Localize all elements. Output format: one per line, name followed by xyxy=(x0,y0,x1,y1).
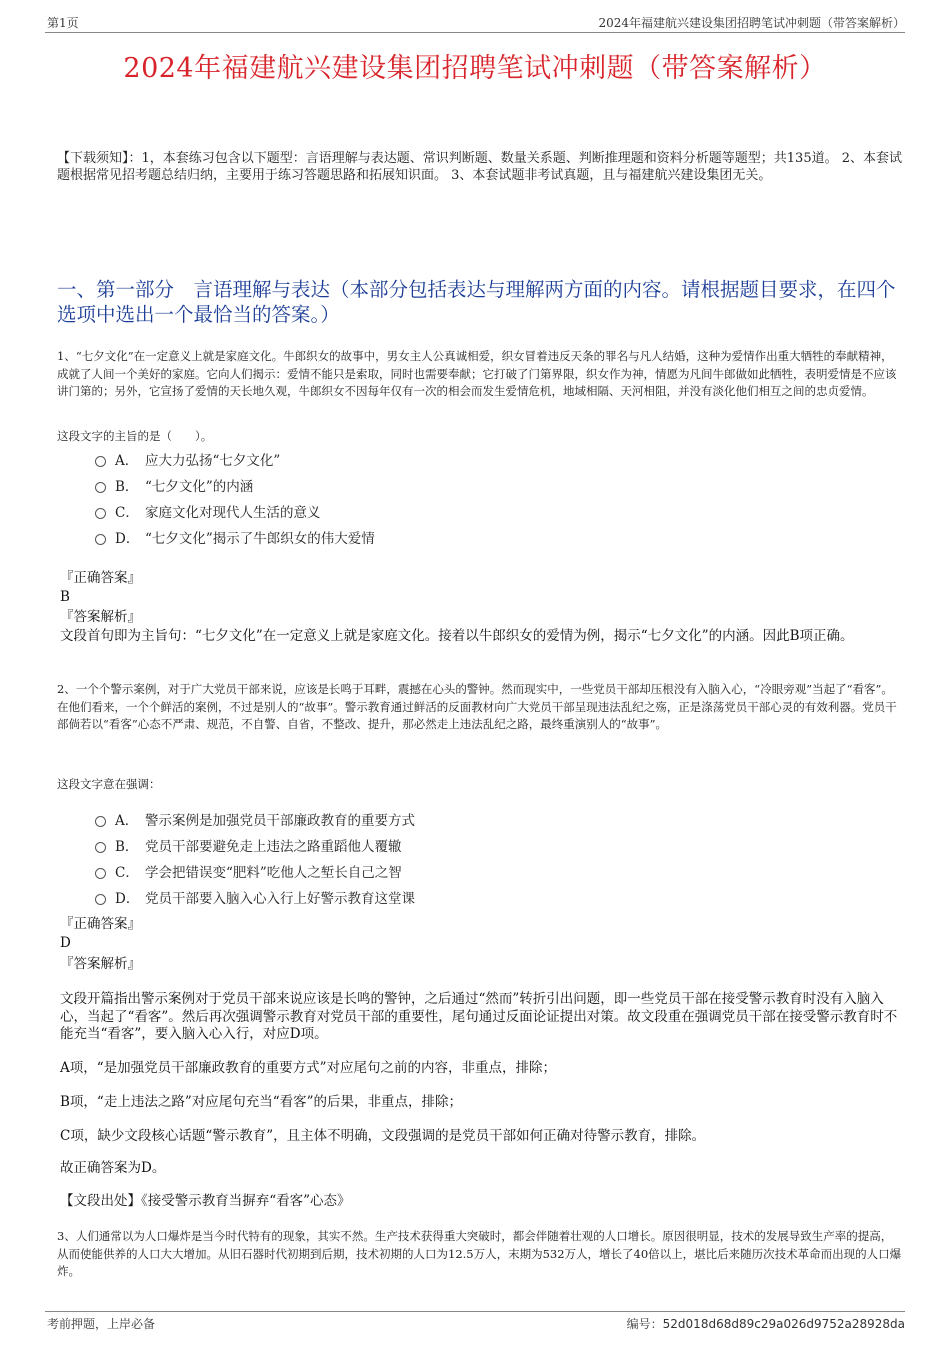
radio-icon[interactable] xyxy=(95,508,106,519)
question-1-text: 1、“七夕文化”在一定意义上就是家庭文化。牛郎织女的故事中，男女主人公真诚相爱，织女冒着违反天条的罪名与凡人结婚，这种为爱情作出重大牺牲的奉献精神，成就了人间一个美好的家庭。它向人们揭示：爱情不能只是索取，同时也需要奉献；它打破了门第界限，织女作为神，情愿为凡间牛郎做如此牺牲，表明爱情是不应该讲门第的；另外，它宣扬了爱情的天长地久观，牛郎织女不因每年仅有一次的相会而发生爱情危机，地域相隔、天河相阻，并没有淡化他们相互之间的忠贞爱情。 xyxy=(57,349,897,398)
option-text: 应大力弘扬“七夕文化” xyxy=(145,453,281,469)
option-b[interactable] xyxy=(95,832,415,858)
footer-rule xyxy=(45,1311,905,1312)
answer-value: D xyxy=(60,935,71,951)
answer-label: 『正确答案』 xyxy=(60,570,141,586)
radio-icon[interactable] xyxy=(95,816,106,827)
analysis-text: 文段开篇指出警示案例对于党员干部来说应该是长鸣的警钟，之后通过“然而”转折引出问题，即一些党员干部在接受警示教育时没有入脑入心，当起了“看客”。然后再次强调警示教育对党员干部的重要性，尾句通过反面论证提出对策。故文段重在强调党员干部在接受警示教育时不能充当“看客”，要入脑入心入行，对应D项。 xyxy=(60,991,898,1042)
option-d[interactable] xyxy=(95,884,415,910)
answer-value: B xyxy=(60,589,70,605)
analysis-text: 文段首句即为主旨句：“七夕文化”在一定意义上就是家庭文化。接着以牛郎织女的爱情为例，揭示“七夕文化”的内涵。因此B项正确。 xyxy=(60,628,854,644)
option-letter: A． xyxy=(115,813,139,829)
question-1-options xyxy=(95,446,375,550)
option-letter: B． xyxy=(115,839,139,855)
analysis-label: 『答案解析』 xyxy=(60,609,141,625)
option-text: 家庭文化对现代人生活的意义 xyxy=(145,505,321,521)
analysis-conclusion: 故正确答案为D。 xyxy=(60,1160,166,1176)
option-text: “七夕文化”揭示了牛郎织女的伟大爱情 xyxy=(145,531,375,547)
running-header-title: 2024年福建航兴建设集团招聘笔试冲刺题（带答案解析） xyxy=(598,16,905,30)
option-letter: C． xyxy=(115,505,139,521)
radio-icon[interactable] xyxy=(95,894,106,905)
radio-icon[interactable] xyxy=(95,842,106,853)
option-letter: D． xyxy=(115,891,140,907)
analysis-note-c: C项，缺少文段核心话题“警示教育”，且主体不明确，文段强调的是党员干部如何正确对待警示教育，排除。 xyxy=(60,1128,706,1144)
code-label: 编号： xyxy=(626,1317,663,1331)
code-value: 52d018d68d89c29a026d9752a28928da xyxy=(662,1317,905,1331)
radio-icon[interactable] xyxy=(95,456,106,467)
question-2-text: 2、一个个警示案例，对于广大党员干部来说，应该是长鸣于耳畔，震撼在心头的警钟。然而现实中，一些党员干部却压根没有入脑入心，“冷眼旁观”当起了“看客”。在他们看来，一个个鲜活的案例，不过是别人的“故事”。警示教育通过鲜活的反面教材向广大党员干部呈现违法乱纪之殇，正是涤荡党员干部心灵的有效利器。党员干部倘若以“看客”心态不严肃、规范，不自警、自省，不整改、提升，那必然走上违法乱纪之路，最终重演别人的“故事”。 xyxy=(57,682,897,731)
option-c[interactable] xyxy=(95,498,375,524)
analysis-label: 『答案解析』 xyxy=(60,956,141,972)
analysis-note-a: A项，“是加强党员干部廉政教育的重要方式”对应尾句之前的内容，非重点，排除； xyxy=(60,1060,557,1076)
option-text: 党员干部要避免走上违法之路重蹈他人覆辙 xyxy=(145,839,402,855)
option-d[interactable] xyxy=(95,524,375,550)
section-heading: 一、第一部分 言语理解与表达（本部分包括表达与理解两方面的内容。请根据题目要求，在四个选项中选出一个最恰当的答案。） xyxy=(57,278,896,326)
option-letter: A． xyxy=(115,453,139,469)
option-letter: B． xyxy=(115,479,139,495)
option-b[interactable] xyxy=(95,472,375,498)
option-text: “七夕文化”的内涵 xyxy=(145,479,254,495)
page-title: 2024年福建航兴建设集团招聘笔试冲刺题（带答案解析） xyxy=(123,53,827,84)
question-3-text: 3、人们通常以为人口爆炸是当今时代特有的现象，其实不然。生产技术获得重大突破时，都会伴随着壮观的人口增长。原因很明显，技术的发展导致生产率的提高，从而使能供养的人口大大增加。从旧石器时代初期到后期，技术初期的人口为12.5万人，末期为532万人，增长了40倍以上，堪比后来随历次技术革命而出现的人口爆炸。 xyxy=(57,1229,902,1278)
option-a[interactable] xyxy=(95,446,375,472)
option-text: 党员干部要入脑入心入行上好警示教育这堂课 xyxy=(145,891,415,907)
source-citation: 【文段出处】《接受警示教育当摒弃“看客”心态》 xyxy=(60,1193,351,1209)
analysis-note-b: B项，“走上违法之路”对应尾句充当“看客”的后果，非重点，排除； xyxy=(60,1094,463,1110)
radio-icon[interactable] xyxy=(95,482,106,493)
question-1-prompt: 这段文字的主旨的是（ ）。 xyxy=(57,429,213,443)
footer-code xyxy=(627,1315,905,1332)
footer-slogan: 考前押题，上岸必备 xyxy=(47,1317,156,1331)
radio-icon[interactable] xyxy=(95,868,106,879)
option-a[interactable] xyxy=(95,806,415,832)
question-2-prompt: 这段文字意在强调： xyxy=(57,777,161,791)
radio-icon[interactable] xyxy=(95,534,106,545)
option-text: 警示案例是加强党员干部廉政教育的重要方式 xyxy=(145,813,415,829)
question-2-options xyxy=(95,806,415,910)
option-letter: C． xyxy=(115,865,139,881)
option-c[interactable] xyxy=(95,858,415,884)
option-text: 学会把错误变“肥料”吃他人之堑长自己之智 xyxy=(145,865,402,881)
answer-label: 『正确答案』 xyxy=(60,916,141,932)
download-notice: 【下载须知】：1，本套练习包含以下题型：言语理解与表达题、常识判断题、数量关系题、判断推理题和资料分析题等题型；共135道。 2、本套试题根据常见招考题总结归纳，主要用于练习答题思路和拓展知识面。 3、本套试题非考试真题，且与福建航兴建设集团无关。 xyxy=(57,151,902,183)
header-rule xyxy=(45,32,905,33)
option-letter: D． xyxy=(115,531,140,547)
page-number-label: 第1页 xyxy=(47,16,79,30)
